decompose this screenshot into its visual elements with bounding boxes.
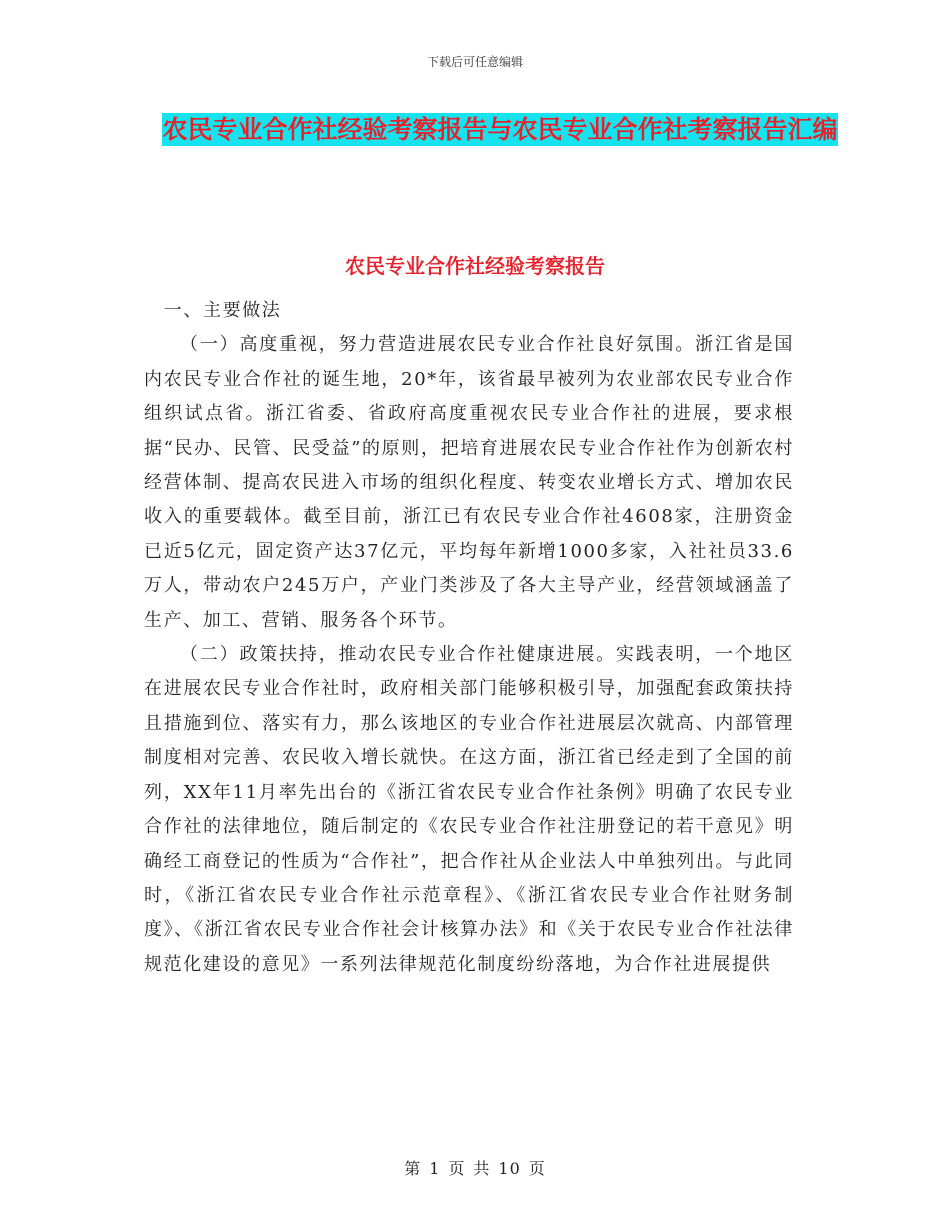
- page-label-suffix: 页: [528, 1159, 546, 1178]
- document-sub-title: 农民专业合作社经验考察报告: [345, 254, 605, 278]
- page-current-number: 1: [429, 1159, 441, 1178]
- page-label-prefix: 第: [404, 1159, 422, 1178]
- body-paragraph: （一）高度重视，努力营造进展农民专业合作社良好氛围。浙江省是国内农民专业合作社的诞生地，20*年，该省最早被列为农业部农民专业合作组织试点省。浙江省委、省政府高度重视农民专业合作社的进展，要求根据“民办、民管、民受益”的原则，把培育进展农民专业合作社作为创新农村经营体制、提高农民进入市场的组织化程度、转变农业增长方式、增加农民收入的重要载体。截至目前，浙江已有农民专业合作社4608家，注册资金已近5亿元，固定资产达37亿元，平均每年新增1000多家，入社社员33.6万人，带动农户245万户，产业门类涉及了各大主导产业，经营领域涵盖了生产、加工、营销、服务各个环节。: [144, 334, 794, 631]
- body-paragraph: （二）政策扶持，推动农民专业合作社健康进展。实践表明，一个地区在进展农民专业合作社时，政府相关部门能够积极引导，加强配套政策扶持且措施到位、落实有力，那么该地区的专业合作社进展层次就高、内部管理制度相对完善、农民收入增长就快。在这方面，浙江省已经走到了全国的前列，XX年11月率先出台的《浙江省农民专业合作社条例》明确了农民专业合作社的法律地位，随后制定的《农民专业合作社注册登记的若干意见》明确经工商登记的性质为“合作社”，把合作社从企业法人中单独列出。与此同时，《浙江省农民专业合作社示范章程》、《浙江省农民专业合作社财务制度》、《浙江省农民专业合作社会计核算办法》和《关于农民专业合作社法律规范化建设的意见》一系列法律规范化制度纷纷落地，为合作社进展提供: [144, 644, 794, 975]
- page-total-number: 10: [498, 1159, 521, 1178]
- page-footer: [0, 1156, 950, 1179]
- section-heading: 一、主要做法: [163, 300, 282, 321]
- document-body: [144, 294, 794, 982]
- main-title-text: 农民专业合作社经验考察报告与农民专业合作社考察报告汇编: [162, 115, 838, 144]
- page-total-prefix: 共: [473, 1159, 491, 1178]
- document-main-title: [120, 106, 880, 154]
- page-label-mid: 页: [448, 1159, 466, 1178]
- page-header-note: 下载后可任意编辑: [426, 55, 523, 69]
